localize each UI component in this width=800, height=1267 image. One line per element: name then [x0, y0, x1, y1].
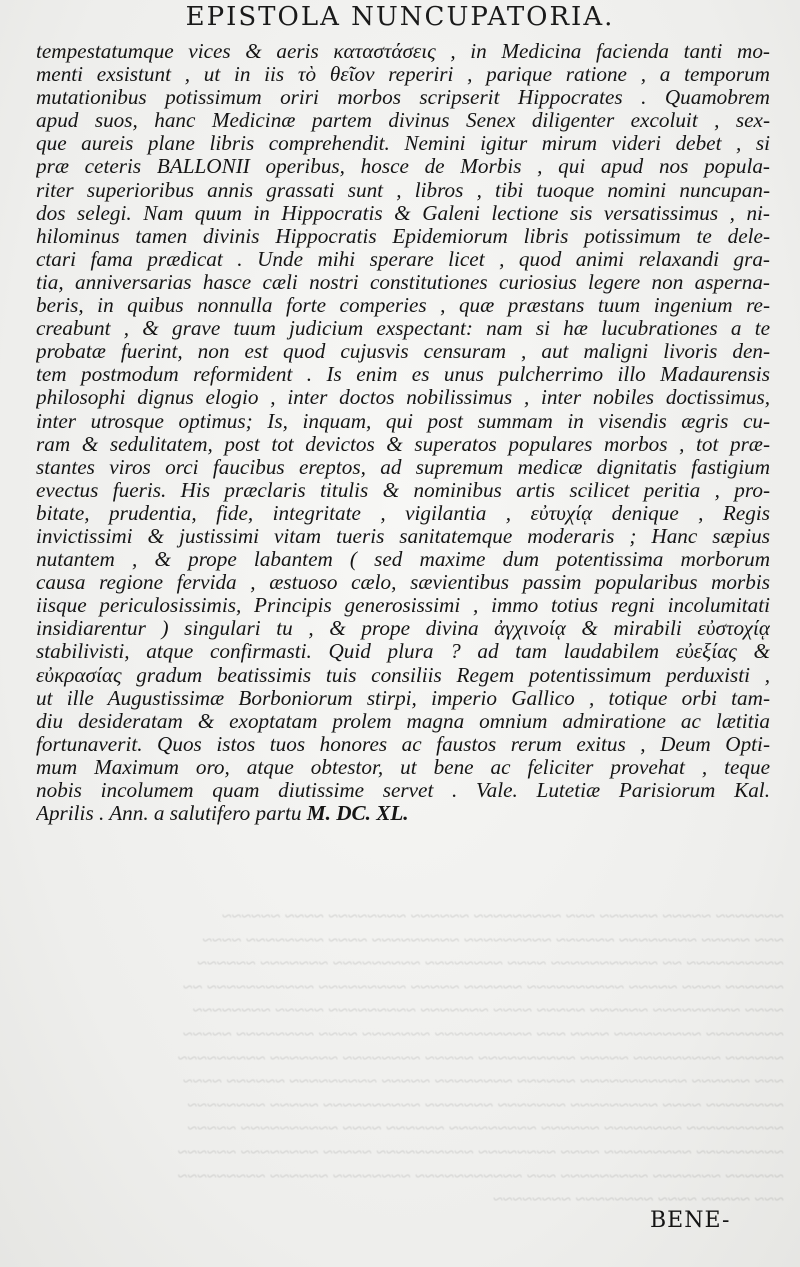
text-line: beris, in quibus nonnulla forte comperies , quæ præstans tuum ingenium re- [36, 294, 770, 318]
text-line: εὐκρασίας gradum beatissimis tuis consiliis Regem potentissimum perduxisti , [36, 663, 770, 687]
text-line: ctari fama prædicat . Unde mihi sperare licet , quod animi relaxandi gra- [36, 247, 770, 271]
text-line: ram & sedulitatem, post tot devictos & superatos populares morbos , tot præ- [36, 432, 770, 456]
text-line: evectus fueris. His præclaris titulis & nominibus artis scilicet peritia , pro- [36, 478, 770, 502]
show-through-texture: ~~~~~~~ ~~~~~ ~~~~~~ ~~~ ~~~~~~~~~ ~~~~~~ ~~~~~~~~ ~~~~ ~~~~~~ ~~~ ~~~~~ ~~~~~~~~ ~~~~~~ ~~~~~~~~~ ~~~~~~~~~ ~~~~ ~~~~~~~~ ~~~~ ~~~~~~~~~~ ~~ ~~~~~~~~~~~ ~~~~ ~~~~~~~~ ~~~~~~~~~ ~~~~~~~ ~~~~~~ ~~~~~~ ~~~~ ~~~~~ ~~~~~~~~~~ ~~~~~~ ~~~~~ ~~~~~~~~~ ~~~~~~~~~~~ ~~ ~~~~ ~~~~~~~~~ ~~~~~~ ~~~~~ ~~~~ ~~~~~~~ ~~~~~~~~~ ~~~~~ ~~~~~~~~ ~~~~~~~~ ~~~~~~~~~ ~~~~ ~~~ ~~~~~~~~~~ ~~~~~~~ ~~~~ ~~~~~~~~ ~~~~~ ~~~~~~ ~~~~~~~~~ ~~~~~ ~~~~~~~~~~ ~~~~~ ~~~~~~~~ ~~~~~~~ ~~~~~~~~~ ~~~ ~~~~~~ ~~~~~~~~~~~ ~~~~~~ ~~~~~~~~ ~~~~~ ~~~~~~~~~ ~~~~~~ ~~~~ ~~~~~~~~ ~~~~ ~~~~~~~~~ ~~~~~~~ ~~~~~~~ ~~~~~~~~~~ ~~~~~ ~~~~~~~~ ~~~~~~~~~~ ~~~~~~~~ ~~~~~~ ~~~~~~~~~ ~~~~~~ ~~~~ ~~~~~~~~~~ ~~~~~ ~~~~~~~~~ ~~~~~~~~~ ~~~~ ~~~~~~~~ ~~~~~~~~~~ ~~~~~ ~~~~~~~~ ~~~~~~ ~~~~~~ ~~~~~~~ ~~~~~~~~~ ~~~ ~~~~~~~~~~~ ~~~~~~~~ ~~~~~~ ~~~~~~~~~ ~~~ ~~~~~ ~~~~ ~~~~~~~~ ~~~~~~~~ [177, 906, 784, 1210]
text-line: menti exsistunt , ut in iis τὸ θεῖον reperiri , parique ratione , a temporum [36, 63, 770, 87]
text-line: creabunt , & grave tuum judicium exspectant: nam si hæ lucubrationes a te [36, 317, 770, 341]
text-line: nutantem , & prope labantem ( sed maxime dum potentissima morborum [36, 548, 770, 572]
text-line: tempestatumque vices & aeris καταστάσεις , in Medicina facienda tanti mo- [36, 40, 770, 63]
text-line: iisque periculosissimis, Principis generosissimi , immo totius regni incolumitati [36, 594, 770, 618]
text-line: fortunaverit. Quos istos tuos honores ac faustos rerum exitus , Deum Opti- [36, 732, 770, 756]
text-line: causa regione fervida , æstuoso cælo, sævientibus passim popularibus morbis [36, 571, 770, 595]
date-numeral: M. DC. XL. [306, 802, 409, 826]
text-line: stantes viros orci faucibus ereptos, ad supremum medicæ dignitatis fastigium [36, 455, 770, 479]
text-line: diu desideratam & exoptatam prolem magna omnium admiratione ac lætitia [36, 709, 770, 733]
text-line: bitate, prudentia, fide, integritate , vigilantia , εὐτυχίᾳ denique , Regis [36, 501, 770, 525]
text-line: mum Maximum oro, atque obtestor, ut bene ac feliciter provehat , teque [36, 755, 770, 779]
text-line: que aureis plane libris comprehendit. Nemini igitur mirum videri debet , si [36, 132, 770, 156]
text-line: probatæ fuerint, non est quod cujusvis censuram , aut maligni livoris den- [36, 340, 770, 364]
text-line: insidiarentur ) singulari tu , & prope divina ἀγχινοίᾳ & mirabili εὐστοχίᾳ [36, 617, 770, 641]
text-line: ut ille Augustissimæ Borboniorum stirpi, imperio Gallico , totique orbi tam- [36, 686, 770, 710]
text-line: nobis incolumem quam diutissime servet . Vale. Lutetiæ Parisiorum Kal. [36, 779, 770, 802]
text-line: riter superioribus annis grassati sunt , libros , tibi tuoque nomini nuncupan- [36, 178, 770, 202]
running-head: EPISTOLA NUNCUPATORIA. [185, 2, 615, 32]
text-line: invictissimi & justissimi vitam tueris sanitatemque moderaris ; Hanc sæpius [36, 524, 770, 548]
text-line: præ ceteris BALLONII operibus, hosce de Morbis , qui apud nos popula- [36, 155, 770, 179]
catchword: BENE- [650, 1208, 731, 1233]
closing-text: Aprilis . Ann. a salutifero partu [36, 802, 302, 826]
closing-line [36, 802, 770, 825]
text-line: stabilivisti, atque confirmasti. Quid plura ? ad tam laudabilem εὐεξίας & [36, 640, 770, 664]
text-line: tia, anniversarias hasce cæli nostri constitutiones curiosius legere non asperna- [36, 270, 770, 294]
text-line: dos selegi. Nam quum in Hippocratis & Galeni lectione sis versatissimus , ni- [36, 201, 770, 225]
text-line: philosophi dignus elogio , inter doctos nobilissimus , inter nobiles doctissimus, [36, 386, 770, 410]
text-line: hilominus tamen divinis Hippocratis Epidemiorum libris potissimum te dele- [36, 224, 770, 248]
text-line: inter utrosque optimus; Is, inquam, qui post summam in visendis ægris cu- [36, 409, 770, 433]
dedication-body [36, 40, 770, 825]
text-line: mutationibus potissimum oriri morbos scripserit Hippocrates . Quamobrem [36, 86, 770, 110]
text-line: tem postmodum reformident . Is enim es unus pulcherrimo illo Madaurensis [36, 363, 770, 387]
text-line: apud suos, hanc Medicinæ partem divinus Senex diligenter excoluit , sex- [36, 109, 770, 133]
